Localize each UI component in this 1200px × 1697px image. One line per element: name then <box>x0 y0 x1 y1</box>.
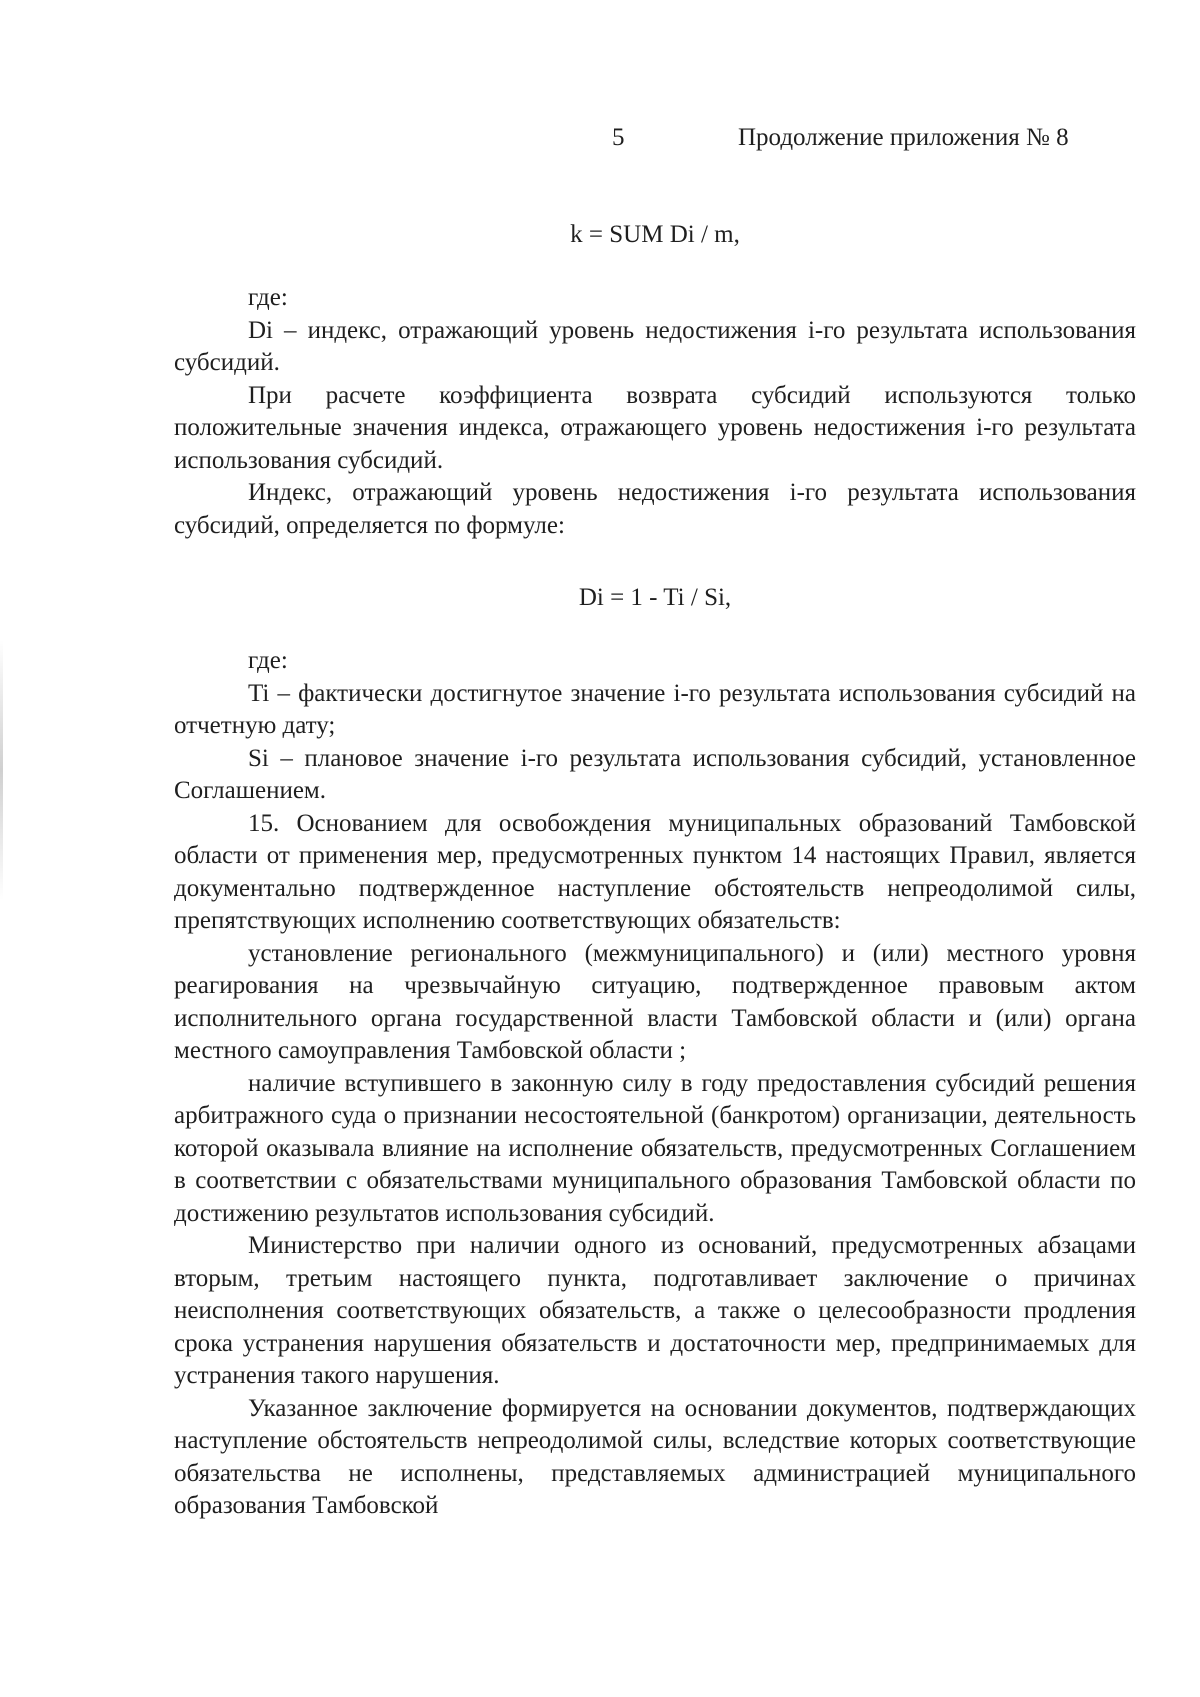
paragraph: Si – плановое значение i-го результата использования субсидий, установленное Соглашением. <box>174 744 1136 804</box>
formula-k: k = SUM Di / m, <box>570 221 740 248</box>
paragraph: где: <box>248 284 288 311</box>
formula-di: Di = 1 - Ti / Si, <box>578 584 732 611</box>
text-block-2 <box>174 645 1136 1523</box>
page-header <box>0 124 1200 164</box>
paragraph: 15. Основанием для освобождения муниципальных образований Тамбовской области от применения мер, предусмотренных пунктом 14 настоящих Правил, является документально подтвержденное наступление обстоятельств непреодолимой силы, препятствующих исполнению соответствующих обязательств: <box>174 809 1136 934</box>
paragraph: где: <box>248 647 288 674</box>
paragraph: Индекс, отражающий уровень недостижения i-го результата использования субсидий, определяется по формуле: <box>174 479 1136 539</box>
text-block-1 <box>174 282 1136 542</box>
paragraph: установление регионального (межмуниципального) и (или) местного уровня реагирования на чрезвычайную ситуацию, подтвержденное правовым актом исполнительного органа государственной власти Тамбовской области и (или) органа местного самоуправления Тамбовской области ; <box>174 939 1136 1064</box>
appendix-continuation-label: Продолжение приложения № 8 <box>738 124 1069 151</box>
paragraph: наличие вступившего в законную силу в году предоставления субсидий решения арбитражного суда о признании несостоятельной (банкротом) организации, деятельность которой оказывала влияние на исполнение обязательств, предусмотренных Соглашением в соответствии с обязательствами муниципального образования Тамбовской области по достижению результатов использования субсидий. <box>174 1069 1136 1227</box>
paragraph: Di – индекс, отражающий уровень недостижения i-го результата использования субсидий. <box>174 316 1136 376</box>
paragraph: Министерство при наличии одного из оснований, предусмотренных абзацами вторым, третьим настоящего пункта, подготавливает заключение о причинах неисполнения соответствующих обязательств, а также о целесообразности продления срока устранения нарушения обязательств и достаточности мер, предпринимаемых для устранения такого нарушения. <box>174 1232 1136 1389</box>
paragraph: Ti – фактически достигнутое значение i-го результата использования субсидий на отчетную дату; <box>174 679 1136 739</box>
scan-edge-shadow <box>0 640 3 900</box>
paragraph: При расчете коэффициента возврата субсидий используются только положительные значения индекса, отражающего уровень недостижения i-го результата использования субсидий. <box>174 381 1136 474</box>
page-number: 5 <box>612 124 625 151</box>
paragraph: Указанное заключение формируется на основании документов, подтверждающих наступление обстоятельств непреодолимой силы, вследствие которых соответствующие обязательства не исполнены, представляемых администрацией муниципального образования Тамбовской <box>174 1394 1136 1519</box>
